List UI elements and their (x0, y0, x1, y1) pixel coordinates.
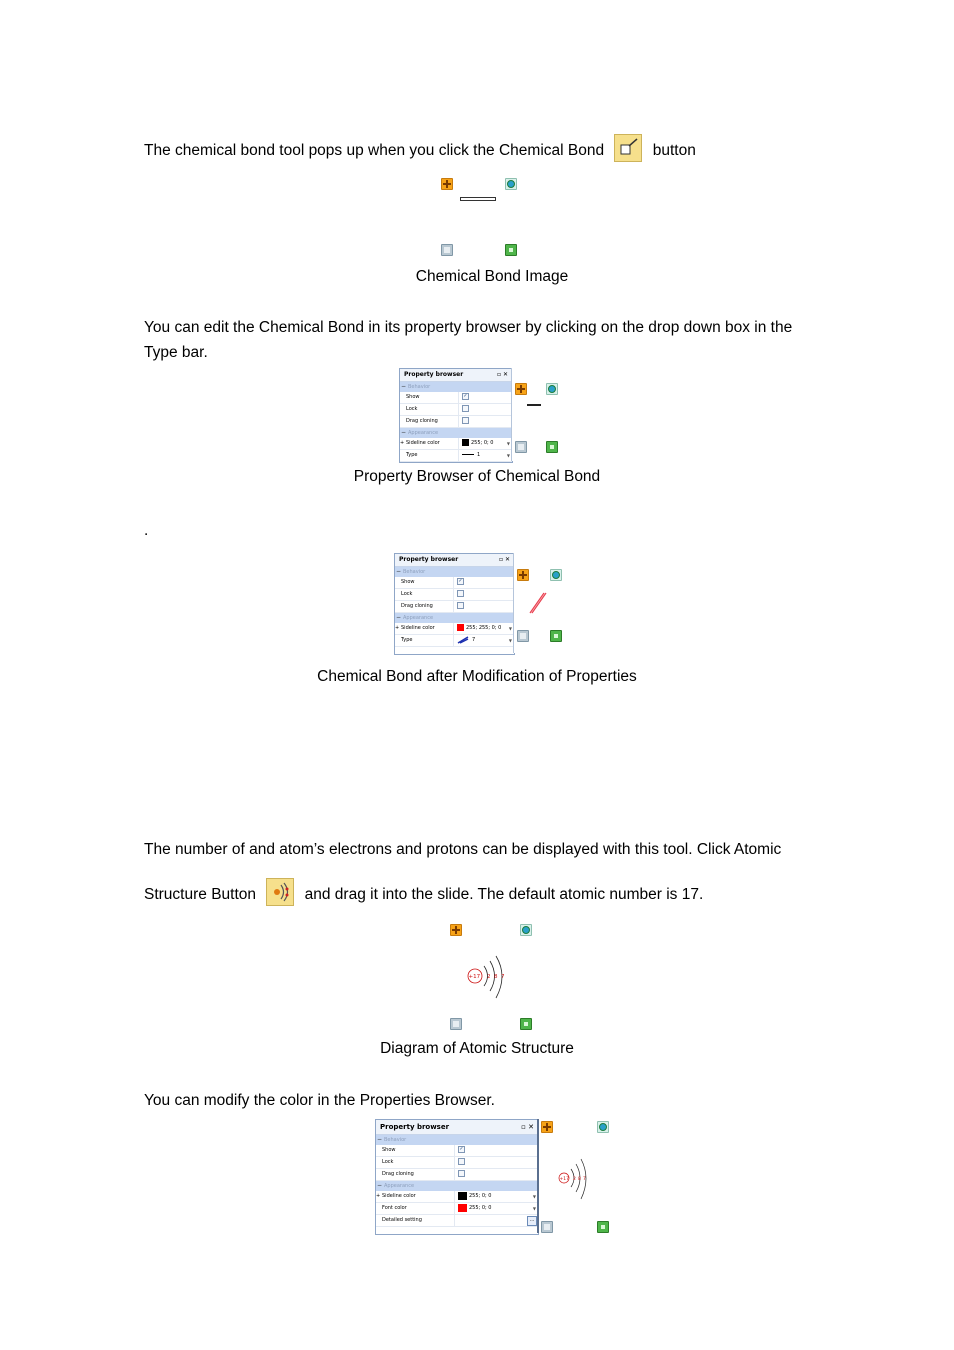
pin-close-icon[interactable]: ▫ ✕ (496, 371, 508, 378)
category-appearance[interactable]: − Appearance (395, 613, 514, 623)
atomic-structure-intro-line1: The number of and atom’s electrons and protons can be displayed with this tool. Click Atomic (144, 841, 782, 858)
resize-handle-icon[interactable] (505, 244, 517, 256)
copy-handle-icon[interactable] (441, 244, 453, 256)
caption-chemical-bond-image: Chemical Bond Image (415, 268, 569, 285)
category-behavior[interactable]: − Behavior (376, 1135, 538, 1145)
row-key: Show (395, 577, 454, 588)
row-key: Lock (400, 404, 459, 415)
chemical-bond-intro (144, 134, 824, 163)
detailed-setting-key: Detailed setting (376, 1215, 455, 1226)
row-key: Lock (395, 589, 454, 600)
category-appearance[interactable]: − Appearance (376, 1181, 538, 1191)
atomic-structure-figure (446, 920, 536, 1032)
atomic-structure-preview (537, 1119, 610, 1233)
row-key: Drag cloning (376, 1169, 455, 1180)
drag-cloning-checkbox[interactable] (462, 417, 469, 424)
row-key: Show (400, 392, 459, 403)
resize-handle-icon[interactable] (597, 1221, 609, 1233)
sideline-color-key: + Sideline color (376, 1191, 455, 1202)
dropdown-arrow-icon[interactable]: ▼ (532, 1206, 536, 1211)
property-browser-title: Property browser ▫ ✕ (376, 1120, 538, 1135)
property-browser-title: Property browser ▫ ✕ (400, 369, 512, 382)
period-mark: . (144, 522, 149, 539)
intro-text-after: button (652, 142, 696, 159)
show-checkbox[interactable]: ✓ (459, 1146, 464, 1152)
intro-text-before: The chemical bond tool pops up when you click the Chemical Bond (144, 142, 605, 159)
row-key: Drag cloning (395, 601, 454, 612)
dropdown-arrow-icon[interactable]: ▼ (508, 626, 512, 631)
caption-atomic-structure: Diagram of Atomic Structure (380, 1040, 574, 1057)
move-handle-icon[interactable] (441, 178, 453, 190)
detailed-setting-button[interactable]: ... (527, 1216, 537, 1226)
resize-handle-icon[interactable] (550, 630, 562, 642)
atom-diagram (464, 954, 514, 1002)
dropdown-arrow-icon[interactable]: ▼ (508, 638, 512, 643)
font-color-field[interactable]: 255; 0; 0 ▼ (455, 1203, 538, 1214)
rotate-handle-icon[interactable] (550, 569, 562, 581)
lock-checkbox[interactable] (462, 405, 469, 412)
property-browser-3[interactable] (375, 1119, 539, 1235)
row-key: Lock (376, 1157, 455, 1168)
atom-shell-label: 8 (494, 974, 498, 980)
atom-shell-label: 7 (501, 974, 505, 980)
move-handle-icon[interactable] (515, 383, 527, 395)
atom-shell-label: 7 (583, 1177, 586, 1182)
row-key: Show (376, 1145, 455, 1156)
move-handle-icon[interactable] (517, 569, 529, 581)
sideline-color-key: + Sideline color (400, 438, 459, 449)
chemical-bond-figure (438, 176, 518, 256)
sideline-color-field[interactable]: 255; 0; 0 ▼ (455, 1191, 538, 1202)
dropdown-arrow-icon[interactable]: ▼ (532, 1194, 536, 1199)
dropdown-arrow-icon[interactable]: ▼ (506, 441, 510, 446)
atom-nucleus-label: +17 (468, 974, 481, 980)
atom-shell-label: 2 (573, 1177, 576, 1182)
drag-cloning-checkbox[interactable] (457, 602, 464, 609)
caption-modified-bond: Chemical Bond after Modification of Properties (317, 668, 637, 685)
show-checkbox[interactable]: ✓ (458, 578, 463, 584)
pin-close-icon[interactable]: ▫ ✕ (521, 1123, 534, 1131)
copy-handle-icon[interactable] (515, 441, 527, 453)
atom-diagram-preview (557, 1157, 591, 1201)
category-behavior[interactable]: − Behavior (395, 567, 514, 577)
sideline-color-field[interactable]: 255; 255; 0; 0 ▼ (454, 623, 514, 634)
type-key: Type (400, 450, 459, 461)
font-color-key: Font color (376, 1203, 455, 1214)
property-browser-2[interactable] (394, 553, 515, 655)
rotate-handle-icon[interactable] (520, 924, 532, 936)
modified-bond-lines (528, 591, 548, 615)
atom-shell-label: 8 (578, 1177, 581, 1182)
chemical-bond-line (460, 197, 496, 201)
atomic-structure-intro-line2: Structure Button and drag it into the slide. The default atomic number is 17. (144, 878, 824, 910)
copy-handle-icon[interactable] (517, 630, 529, 642)
atom-nucleus-label: +17 (559, 1177, 569, 1182)
resize-handle-icon[interactable] (520, 1018, 532, 1030)
rotate-handle-icon[interactable] (597, 1121, 609, 1133)
edit-instructions: You can edit the Chemical Bond in its property browser by clicking on the drop down box in the Type bar. (144, 319, 793, 361)
pin-close-icon[interactable]: ▫ ✕ (498, 556, 510, 563)
copy-handle-icon[interactable] (541, 1221, 553, 1233)
show-checkbox[interactable]: ✓ (463, 393, 468, 399)
rotate-handle-icon[interactable] (505, 178, 517, 190)
chemical-bond-preview-2 (513, 553, 561, 653)
sideline-color-key: + Sideline color (395, 623, 454, 634)
row-key: Drag cloning (400, 416, 459, 427)
move-handle-icon[interactable] (450, 924, 462, 936)
type-key: Type (395, 635, 454, 646)
chemical-bond-line (527, 404, 541, 406)
chemical-bond-preview-1 (511, 368, 557, 461)
atom-shell-label: 2 (487, 974, 491, 980)
chemical-bond-button-icon (614, 134, 642, 162)
property-browser-title: Property browser ▫ ✕ (395, 554, 514, 567)
caption-property-browser: Property Browser of Chemical Bond (353, 468, 601, 485)
lock-checkbox[interactable] (458, 1158, 465, 1165)
resize-handle-icon[interactable] (546, 441, 558, 453)
type-field[interactable]: 7 ▼ (454, 635, 514, 646)
dropdown-arrow-icon[interactable]: ▼ (506, 453, 510, 458)
copy-handle-icon[interactable] (450, 1018, 462, 1030)
category-behavior[interactable]: − Behavior (400, 382, 512, 392)
sideline-color-field[interactable]: 255; 0; 0 ▼ (459, 438, 512, 449)
rotate-handle-icon[interactable] (546, 383, 558, 395)
property-browser-1[interactable] (399, 368, 513, 463)
move-handle-icon[interactable] (541, 1121, 553, 1133)
drag-cloning-checkbox[interactable] (458, 1170, 465, 1177)
atomic-structure-button-icon (266, 878, 294, 906)
type-field[interactable]: 1 ▼ (459, 450, 512, 461)
lock-checkbox[interactable] (457, 590, 464, 597)
category-appearance[interactable]: − Appearance (400, 428, 512, 438)
modify-color-instructions: You can modify the color in the Properties Browser. (144, 1092, 495, 1109)
